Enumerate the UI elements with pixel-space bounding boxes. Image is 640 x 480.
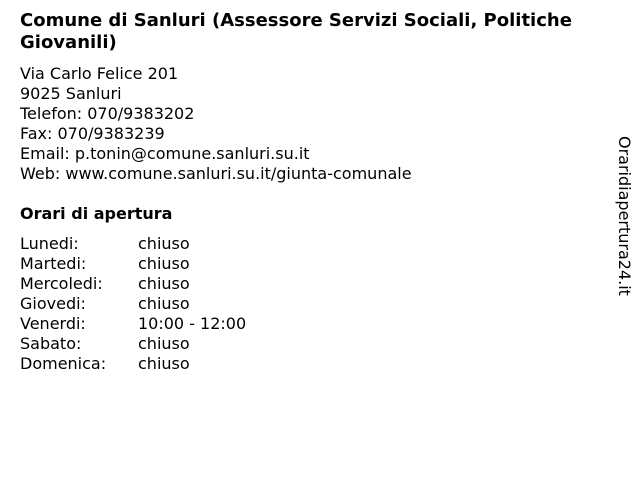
day-label: Lunedi: [20,234,79,253]
hours-value: 10:00 - 12:00 [138,314,247,333]
opening-hours-table [20,234,246,374]
phone-number: Telefon: 070/9383202 [20,104,195,123]
day-label: Sabato: [20,334,82,353]
hours-row-friday [20,314,246,334]
hours-value: chiuso [138,234,190,253]
contact-block [20,64,412,184]
day-label: Martedi: [20,254,87,273]
site-watermark: Oraridiapertura24.it [615,136,634,296]
fax-number: Fax: 070/9383239 [20,124,165,143]
hours-row-wednesday [20,274,246,294]
postal-city: 9025 Sanluri [20,84,122,103]
day-label: Mercoledi: [20,274,103,293]
day-label: Venerdi: [20,314,86,333]
hours-row-monday [20,234,246,254]
email-address: Email: p.tonin@comune.sanluri.su.it [20,144,310,163]
page-title: Comune di Sanluri (Assessore Servizi Sociali, Politiche Giovanili) [20,10,572,53]
hours-value: chiuso [138,354,190,373]
day-label: Giovedi: [20,294,86,313]
hours-row-thursday [20,294,246,314]
hours-value: chiuso [138,254,190,273]
street-address: Via Carlo Felice 201 [20,64,179,83]
hours-value: chiuso [138,294,190,313]
hours-row-saturday [20,334,246,354]
hours-value: chiuso [138,334,190,353]
hours-row-tuesday [20,254,246,274]
opening-hours-heading: Orari di apertura [20,204,173,223]
day-label: Domenica: [20,354,107,373]
hours-row-sunday [20,354,246,374]
website-link: Web: www.comune.sanluri.su.it/giunta-comunale [20,164,412,183]
hours-value: chiuso [138,274,190,293]
